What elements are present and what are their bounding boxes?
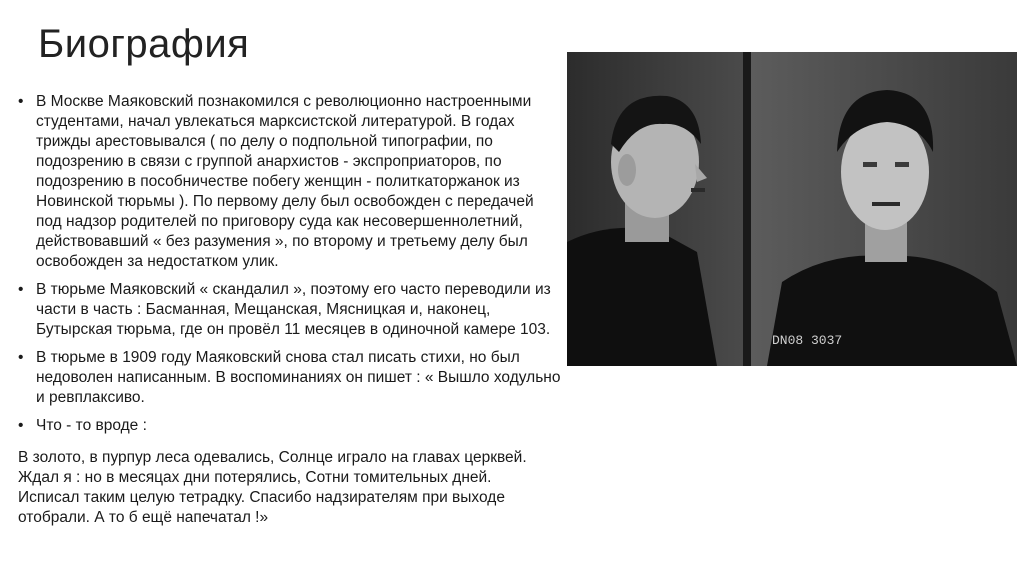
bullet-item: • В Москве Маяковский познакомился с революционно настроенными студентами, начал увлекаться марксистской литературой. В годах трижды арестовывался ( по делу о подпольной типографии, по подозрению в связи с группой анархистов - экспроприаторов, по подозрению в пособничестве побегу женщин - политкаторжанок из Новинской тюрьмы ). По первому делу был освобожден с передачей под надзор родителей по приговору суда как несовершеннолетний, действовавший « без разумения », по второму и третьему делу был освобожден за недостатком улик. bbox=[18, 92, 563, 272]
mugshot-number: DN08 3037 bbox=[772, 333, 843, 348]
slide-title: Биография bbox=[38, 22, 250, 66]
content-area bbox=[18, 92, 563, 528]
poem-line: В золото, в пурпур леса одевались, Солнце играло на главах церквей. bbox=[18, 449, 527, 466]
poem-line: Исписал таким целую тетрадку. Спасибо надзирателям при выходе bbox=[18, 489, 505, 506]
poem-quote bbox=[18, 448, 563, 528]
poem-line: Ждал я : но в месяцах дни потерялись, Сотни томительных дней. bbox=[18, 469, 492, 486]
bullet-item: • В тюрьме Маяковский « скандалил », поэтому его часто переводили из части в часть : Басманная, Мещанская, Мясницкая и, наконец, Бутырская тюрьма, где он провёл 11 месяцев в одиночной камере 103. bbox=[18, 280, 563, 340]
poem-line: отобрали. А то б ещё напечатал !» bbox=[18, 509, 269, 526]
mugshot-photo bbox=[567, 52, 1017, 366]
mugshot-illustration bbox=[567, 52, 1017, 366]
bullet-item: • Что - то вроде : bbox=[18, 416, 563, 436]
bullet-list bbox=[18, 92, 563, 436]
bullet-item: • В тюрьме в 1909 году Маяковский снова стал писать стихи, но был недоволен написанным. В воспоминаниях он пишет : « Вышло ходульно и ревплаксиво. bbox=[18, 348, 563, 408]
